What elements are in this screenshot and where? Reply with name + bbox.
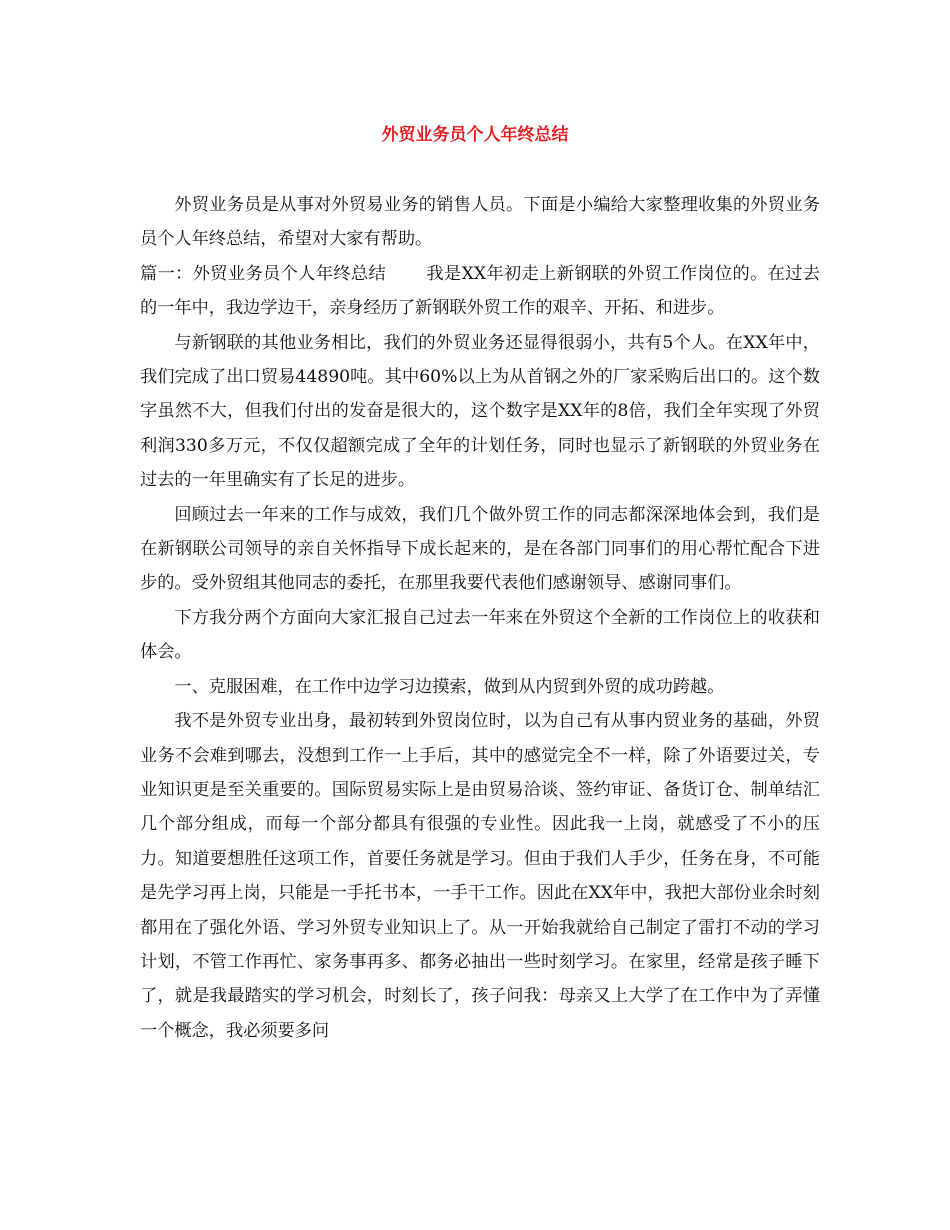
section-label: 篇一：外贸业务员个人年终总结	[140, 263, 387, 284]
section-heading-paragraph	[140, 257, 820, 326]
section-first-text: 我是XX年初走上新钢联的外贸工作岗位的。在过去的一年中，我边学边干，亲身经历了新钢联外贸工作的艰辛、开拓、和进步。	[140, 263, 820, 319]
body-paragraph: 回顾过去一年来的工作与成效，我们几个做外贸工作的同志都深深地体会到，我们是在新钢联公司领导的亲自关怀指导下成长起来的，是在各部门同事们的用心帮忙配合下进步的。受外贸组其他同志的委托，在那里我要代表他们感谢领导、感谢同事们。	[140, 504, 820, 594]
body-paragraph: 与新钢联的其他业务相比，我们的外贸业务还显得很弱小，共有5个人。在XX年中，我们完成了出口贸易44890吨。其中60%以上为从首钢之外的厂家采购后出口的。这个数字虽然不大，但我们付出的发奋是很大的，这个数字是XX年的8倍，我们全年实现了外贸利润330多万元，不仅仅超额完成了全年的计划任务，同时也显示了新钢联的外贸业务在过去的一年里确实有了长足的进步。	[140, 332, 820, 491]
subheading-paragraph: 一、克服困难，在工作中边学习边摸索，做到从内贸到外贸的成功跨越。	[174, 676, 725, 697]
document-title: 外贸业务员个人年终总结	[381, 125, 569, 145]
intro-paragraph: 外贸业务员是从事对外贸易业务的销售人员。下面是小编给大家整理收集的外贸业务员个人年终总结，希望对大家有帮助。	[140, 195, 820, 250]
body-paragraph: 我不是外贸专业出身，最初转到外贸岗位时，以为自己有从事内贸业务的基础，外贸业务不会难到哪去，没想到工作一上手后，其中的感觉完全不一样，除了外语要过关，专业知识更是至关重要的。国际贸易实际上是由贸易洽谈、签约审证、备货订仓、制单结汇几个部分组成，而每一个部分都具有很强的专业性。因此我一上岗，就感受了不小的压力。知道要想胜任这项工作，首要任务就是学习。但由于我们人手少，任务在身，不可能是先学习再上岗，只能是一手托书本，一手干工作。因此在XX年中，我把大部份业余时刻都用在了强化外语、学习外贸专业知识上了。从一开始我就给自己制定了雷打不动的学习计划，不管工作再忙、家务事再多、都务必抽出一些时刻学习。在家里，经常是孩子睡下了，就是我最踏实的学习机会，时刻长了，孩子问我：母亲又上大学了在工作中为了弄懂一个概念，我必须要多问	[140, 711, 820, 1041]
document-body	[140, 188, 820, 1048]
body-paragraph: 下方我分两个方面向大家汇报自己过去一年来在外贸这个全新的工作岗位上的收获和体会。	[140, 607, 820, 663]
